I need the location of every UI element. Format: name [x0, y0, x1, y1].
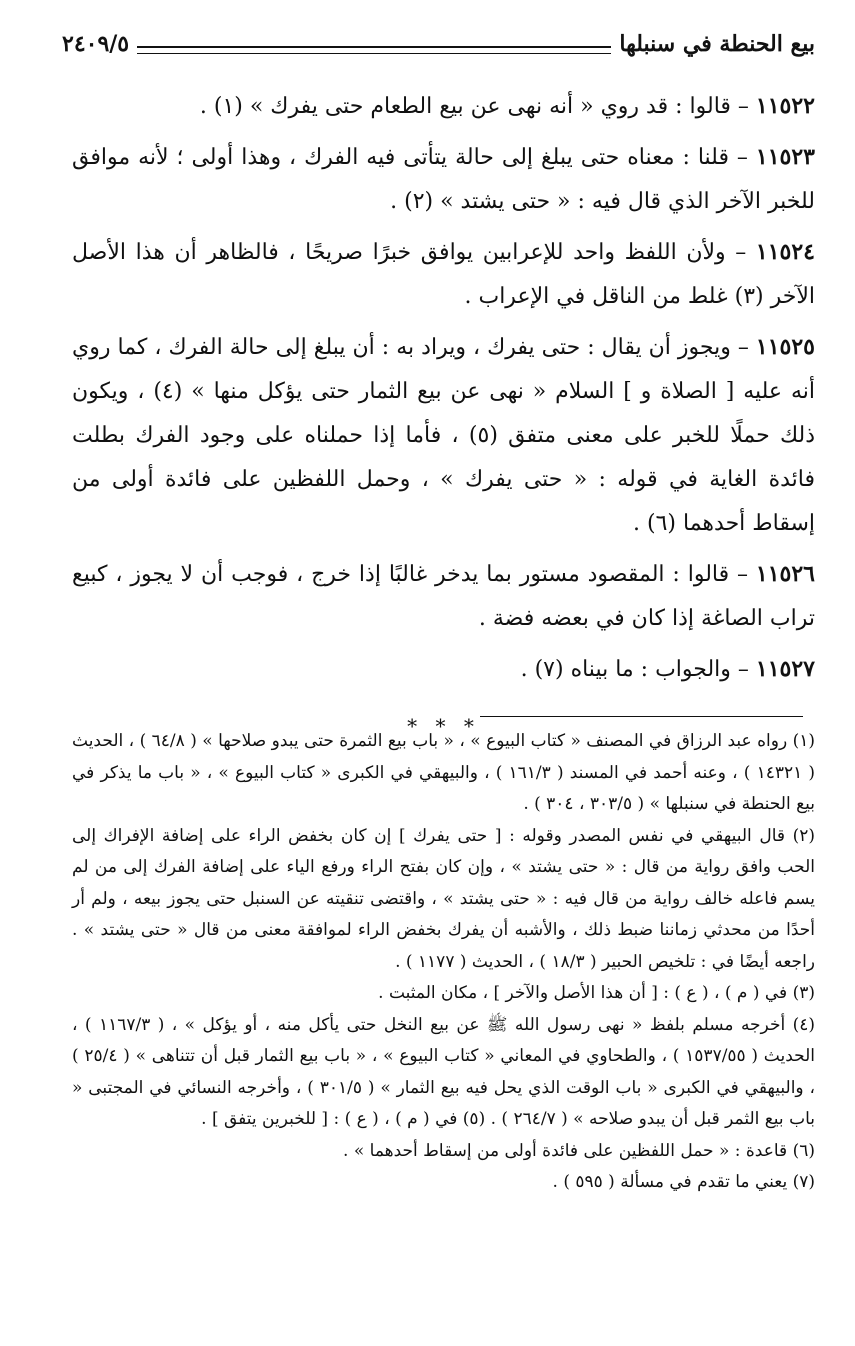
paragraph-text: – ولأن اللفظ واحد للإعرابين يوافق خبرًا صريحًا ، فالظاهر أن هذا الأصل الآخر (٣) غلط من الناقل في الإعراب . — [72, 240, 815, 309]
page-number: ٢٤٠٩/٥ — [62, 31, 130, 57]
footnote-1: (١) رواه عبد الرزاق في المصنف « كتاب البيوع » ، « باب بيع الثمرة حتى يبدو صلاحها » ( ٦٤/٨ ) ، الحديث ( ١٤٣٢١ ) ، وعنه أحمد في المسند ( ١٦١/٣ ) ، والبيهقي في الكبرى « كتاب البيوع » ، « باب ما يذكر في بيع الحنطة في سنبلها » ( ٣٠٣/٥ ، ٣٠٤ ) . — [72, 731, 816, 814]
paragraph-number: ١١٥٢٦ — [755, 561, 815, 587]
paragraph-number: ١١٥٢٢ — [755, 93, 815, 119]
page-header — [62, 24, 815, 64]
paragraph-number: ١١٥٢٤ — [755, 239, 815, 265]
paragraph-text: – ويجوز أن يقال : حتى يفرك ، ويراد به : أن يبلغ إلى حالة الفرك ، كما روي أنه عليه [ الصلاة و ] السلام « نهى عن بيع الثمار حتى يؤكل منها » (٤) ، ويكون ذلك حملًا للخبر على معنى متفق (٥) ، فأما إذا حملناه على وجود الفرك بطلت فائدة الغاية في قوله : « حتى يفرك » ، وحمل اللفظين على فائدة أولى من إسقاط أحدهما (٦) . — [72, 335, 816, 536]
footnote-3: (٣) في ( م ) ، ( ع ) : [ أن هذا الأصل والآخر ] ، مكان المثبت . — [378, 983, 815, 1003]
paragraph-11525 — [72, 325, 815, 546]
paragraph-11526 — [72, 552, 815, 641]
paragraph-text: – قالوا : المقصود مستور بما يدخر غالبًا إذا خرج ، فوجب أن لا يجوز ، كبيع تراب الصاغة إذا كان في بعضه فضة . — [72, 562, 815, 631]
footnote-2: (٢) قال البيهقي في نفس المصدر وقوله : [ حتى يفرك ] إن كان بخفض الراء على إضافة الإفراك إلى الحب وافق رواية من قال : « حتى يشتد » ، وإن كان بفتح الراء ورفع الياء على إضافة الفرك إلى من لم يسم فاعله خالف رواية من قال فيه : « حتى يشتد » ، واقتضى تنقيته عن السنبل حتى يجوز بيعه ، ولم أر أحدًا من محدثي زماننا ضبط ذلك ، والأشبه أن يفرك بخفض الراء لموافقة معنى من قال « حتى يشتد » . راجعه أيضًا في : تلخيص الحبير ( ١٨/٣ ) ، الحديث ( ١١٧٧ ) . — [72, 825, 815, 972]
paragraph-number: ١١٥٢٥ — [755, 334, 815, 360]
footnote-separator — [480, 716, 803, 717]
paragraph-text: – والجواب : ما بيناه (٧) . — [520, 657, 756, 682]
footnote-6: (٦) قاعدة : « حمل اللفظين على فائدة أولى من إسقاط أحدهما » . — [343, 1140, 815, 1161]
paragraph-11523 — [72, 135, 815, 224]
footnote-7: (٧) يعني ما تقدم في مسألة ( ٥٩٥ ) . — [552, 1172, 815, 1192]
header-rule — [137, 46, 611, 54]
paragraph-text: – قلنا : معناه حتى يبلغ إلى حالة يتأتى فيه الفرك ، وهذا أولى ؛ لأنه موافق للخبر الآخر الذي قال فيه : « حتى يشتد » (٢) . — [72, 145, 815, 214]
paragraph-text: – قالوا : قد روي « أنه نهى عن بيع الطعام حتى يفرك » (١) . — [199, 94, 756, 119]
paragraph-number: ١١٥٢٧ — [755, 656, 815, 682]
paragraph-number: ١١٥٢٣ — [755, 144, 815, 170]
paragraph-11524 — [72, 230, 815, 319]
paragraph-11522 — [72, 84, 815, 129]
section-separator: * * * — [407, 714, 480, 738]
footnote-4-5: (٤) أخرجه مسلم بلفظ « نهى رسول الله ﷺ عن بيع النخل حتى يأكل منه ، أو يؤكل » ، ( ١١٦٧/٣ ) ، الحديث ( ١٥٣٧/٥٥ ) ، والطحاوي في المعاني « كتاب البيوع » ، « باب بيع الثمار قبل أن تتناهى » ( ٢٥/٤ ) ، والبيهقي في الكبرى « باب الوقت الذي يحل فيه بيع الثمار » ( ٣٠١/٥ ) ، وأخرجه النسائي في المجتبى « باب بيع الثمر قبل أن يبدو صلاحه » ( ٢٦٤/٧ ) . (٥) في ( م ) ، ( ع ) : [ للخبرين يتفق ] . — [72, 1014, 816, 1129]
paragraph-11527 — [72, 647, 815, 692]
footnotes — [72, 726, 815, 1199]
main-text — [72, 84, 815, 748]
running-title: بيع الحنطة في سنبلها — [619, 31, 815, 57]
